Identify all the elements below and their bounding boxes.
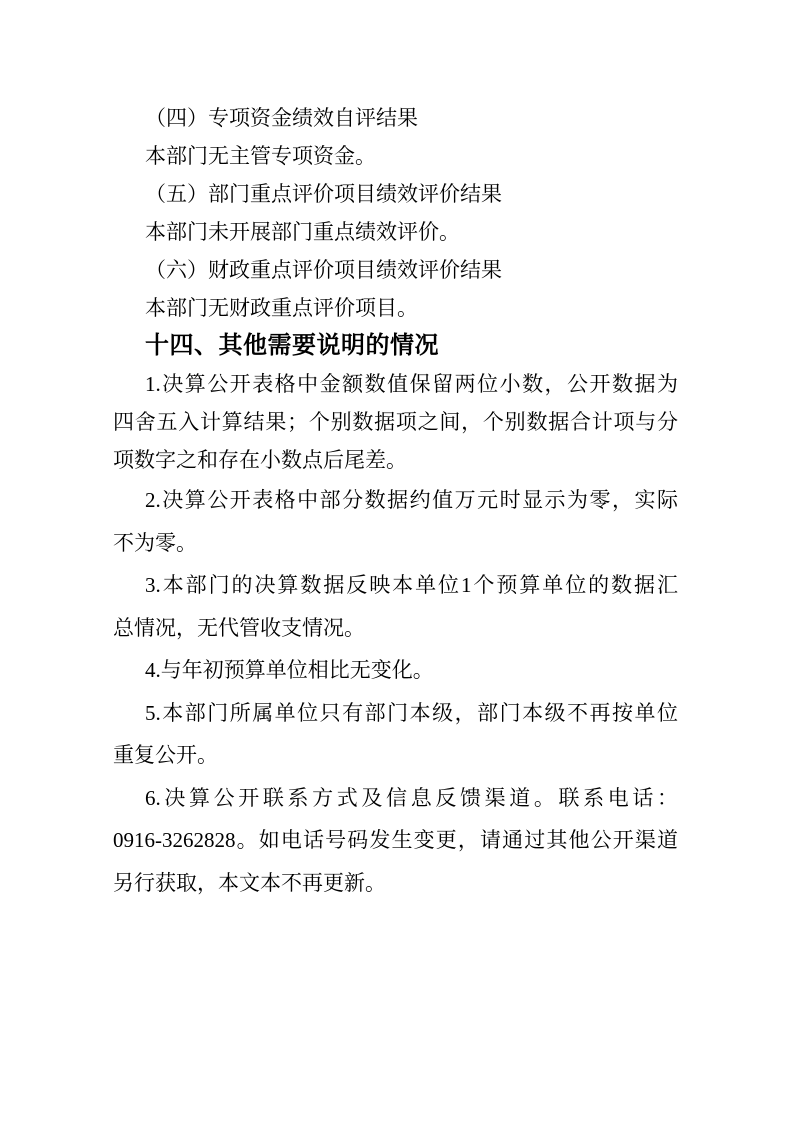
note-1-line-2: 四舍五入计算结果；个别数据项之间，个别数据合计项与分 xyxy=(113,410,678,434)
subheading-six: （六）财政重点评价项目绩效评价结果 xyxy=(145,258,502,282)
note-3-line-2: 总情况，无代管收支情况。 xyxy=(113,615,365,640)
note-2-line-1: 2.决算公开表格中部分数据约值万元时显示为零，实际 xyxy=(145,488,678,512)
note-1-line-1: 1.决算公开表格中金额数值保留两位小数，公开数据为 xyxy=(145,372,678,396)
document-upper-section xyxy=(113,99,678,479)
paragraph-line: 本部门无主管专项资金。 xyxy=(145,144,376,168)
note-3-line-1: 3.本部门的决算数据反映本单位1个预算单位的数据汇 xyxy=(145,573,678,597)
note-5-line-1: 5.本部门所属单位只有部门本级，部门本级不再按单位 xyxy=(145,700,678,725)
note-1-line-3: 项数字之和存在小数点后尾差。 xyxy=(113,448,407,472)
note-2-line-2: 不为零。 xyxy=(113,530,197,555)
note-4-line-1: 4.与年初预算单位相比无变化。 xyxy=(145,658,434,682)
note-6-line-3: 另行获取，本文本不再更新。 xyxy=(113,870,386,895)
document-lower-section xyxy=(113,479,678,904)
note-6-line-2-phone: 0916-3262828。如电话号码发生变更，请通过其他公开渠道 xyxy=(113,828,678,852)
note-6-line-1: 6.决算公开联系方式及信息反馈渠道。联系电话： xyxy=(145,785,678,810)
paragraph-line: 本部门未开展部门重点绩效评价。 xyxy=(145,220,460,244)
subheading-five: （五）部门重点评价项目绩效评价结果 xyxy=(145,182,502,206)
note-5-line-2: 重复公开。 xyxy=(113,743,218,767)
paragraph-line: 本部门无财政重点评价项目。 xyxy=(145,296,418,320)
section-heading-fourteen: 十四、其他需要说明的情况 xyxy=(145,332,439,359)
subheading-four: （四）专项资金绩效自评结果 xyxy=(145,106,418,130)
